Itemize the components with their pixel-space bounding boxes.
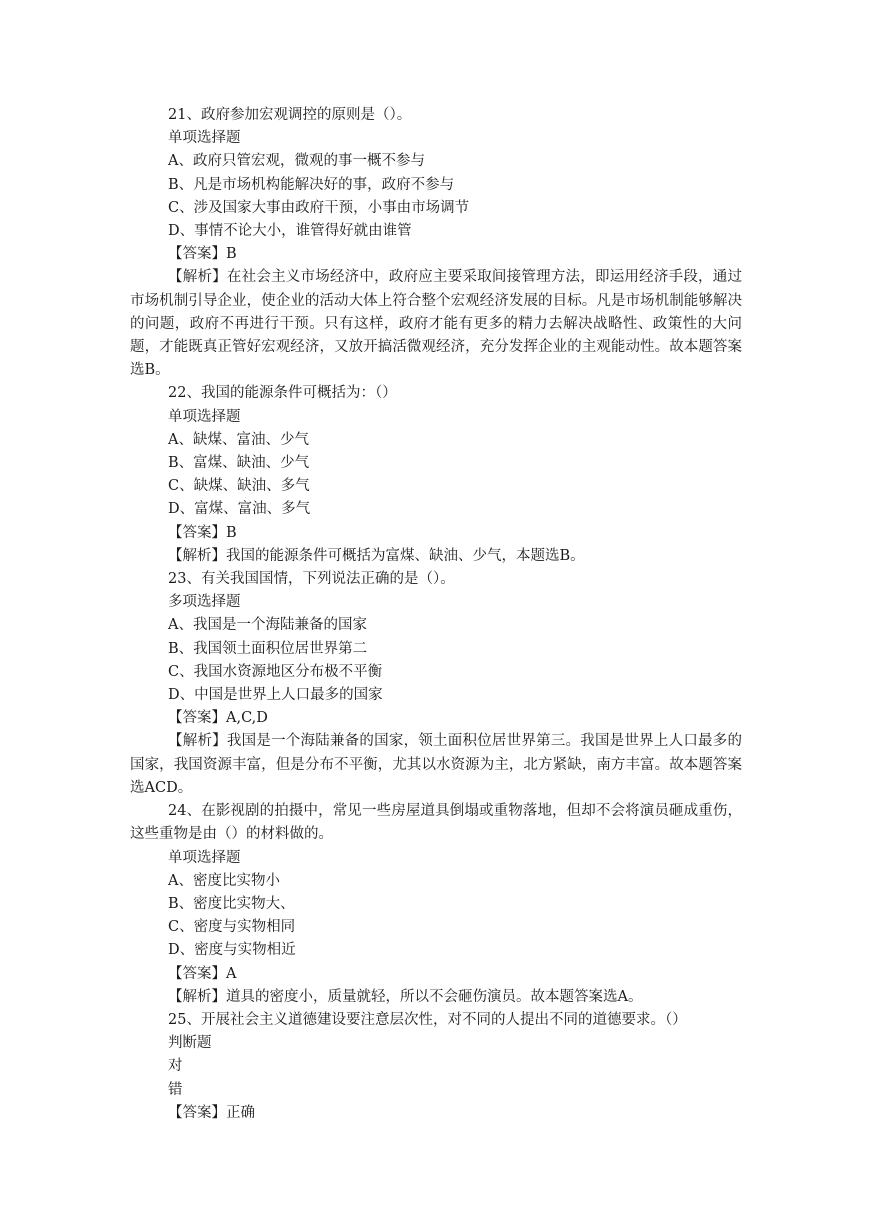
question-type: 单项选择题 [168,408,241,425]
question-title: 22、我国的能源条件可概括为：（） [168,385,397,402]
question-24 [130,800,742,1009]
option-true: 对 [168,1058,183,1075]
question-title: 24、在影视剧的拍摄中，常见一些房屋道具倒塌或重物落地，但却不会将演员砸成重伤，这些重物是由（）的材料做的。 [130,803,742,843]
question-21 [130,104,742,382]
question-type: 单项选择题 [168,849,241,866]
option-a: A、政府只管宏观，微观的事一概不参与 [168,153,425,170]
question-title: 21、政府参加宏观调控的原则是（）。 [168,107,412,123]
option-a: A、我国是一个海陆兼备的国家 [168,617,367,634]
question-22 [130,382,742,568]
analysis: 【解析】在社会主义市场经济中，政府应主要采取间接管理方法，即运用经济手段，通过市场机制引导企业，使企业的活动大体上符合整个宏观经济发展的目标。凡是市场机制能够解决的问题，政府不再进行干预。只有这样，政府才能有更多的精力去解决战略性、政策性的大问题，才能既真正管好宏观经济，又放开搞活微观经济，充分发挥企业的主观能动性。故本题答案选B。 [130,269,742,379]
analysis: 【解析】我国的能源条件可概括为富煤、缺油、少气，本题选B。 [168,547,585,564]
option-a: A、缺煤、富油、少气 [168,431,309,448]
question-23 [130,568,742,800]
answer: 【答案】正确 [168,1104,255,1121]
analysis: 【解析】我国是一个海陆兼备的国家，领土面积位居世界第三。我国是世界上人口最多的国家，我国资源丰富，但是分布不平衡，尤其以水资源为主，北方紧缺，南方丰富。故本题答案选ACD。 [130,733,742,796]
option-b: B、我国领土面积位居世界第二 [168,640,368,657]
answer: 【答案】B [168,524,237,541]
question-25 [130,1009,742,1125]
answer: 【答案】A [168,965,237,982]
option-b: B、富煤、缺油、少气 [168,455,310,472]
question-title: 23、有关我国国情，下列说法正确的是（）。 [168,571,455,588]
answer: 【答案】B [168,246,237,263]
option-c: C、缺煤、缺油、多气 [168,478,310,495]
option-d: D、密度与实物相近 [168,942,296,959]
document-body [130,104,742,1125]
option-c: C、我国水资源地区分布极不平衡 [168,663,383,680]
option-b: B、凡是市场机构能解决好的事，政府不参与 [168,176,455,193]
option-c: C、密度与实物相同 [168,919,296,936]
option-d: D、中国是世界上人口最多的国家 [168,687,383,704]
option-a: A、密度比实物小 [168,872,280,889]
question-type: 单项选择题 [168,130,241,147]
question-type: 判断题 [168,1035,212,1052]
option-d: D、事情不论大小，谁管得好就由谁管 [168,223,412,240]
option-c: C、涉及国家大事由政府干预，小事由市场调节 [168,199,470,216]
answer: 【答案】A,C,D [168,710,268,727]
option-b: B、密度比实物大、 [168,895,295,912]
question-title: 25、开展社会主义道德建设要注意层次性，对不同的人提出不同的道德要求。（） [168,1011,687,1028]
option-false: 错 [168,1081,183,1098]
analysis: 【解析】道具的密度小，质量就轻，所以不会砸伤演员。故本题答案选A。 [168,988,643,1005]
option-d: D、富煤、富油、多气 [168,501,311,518]
question-type: 多项选择题 [168,594,241,611]
